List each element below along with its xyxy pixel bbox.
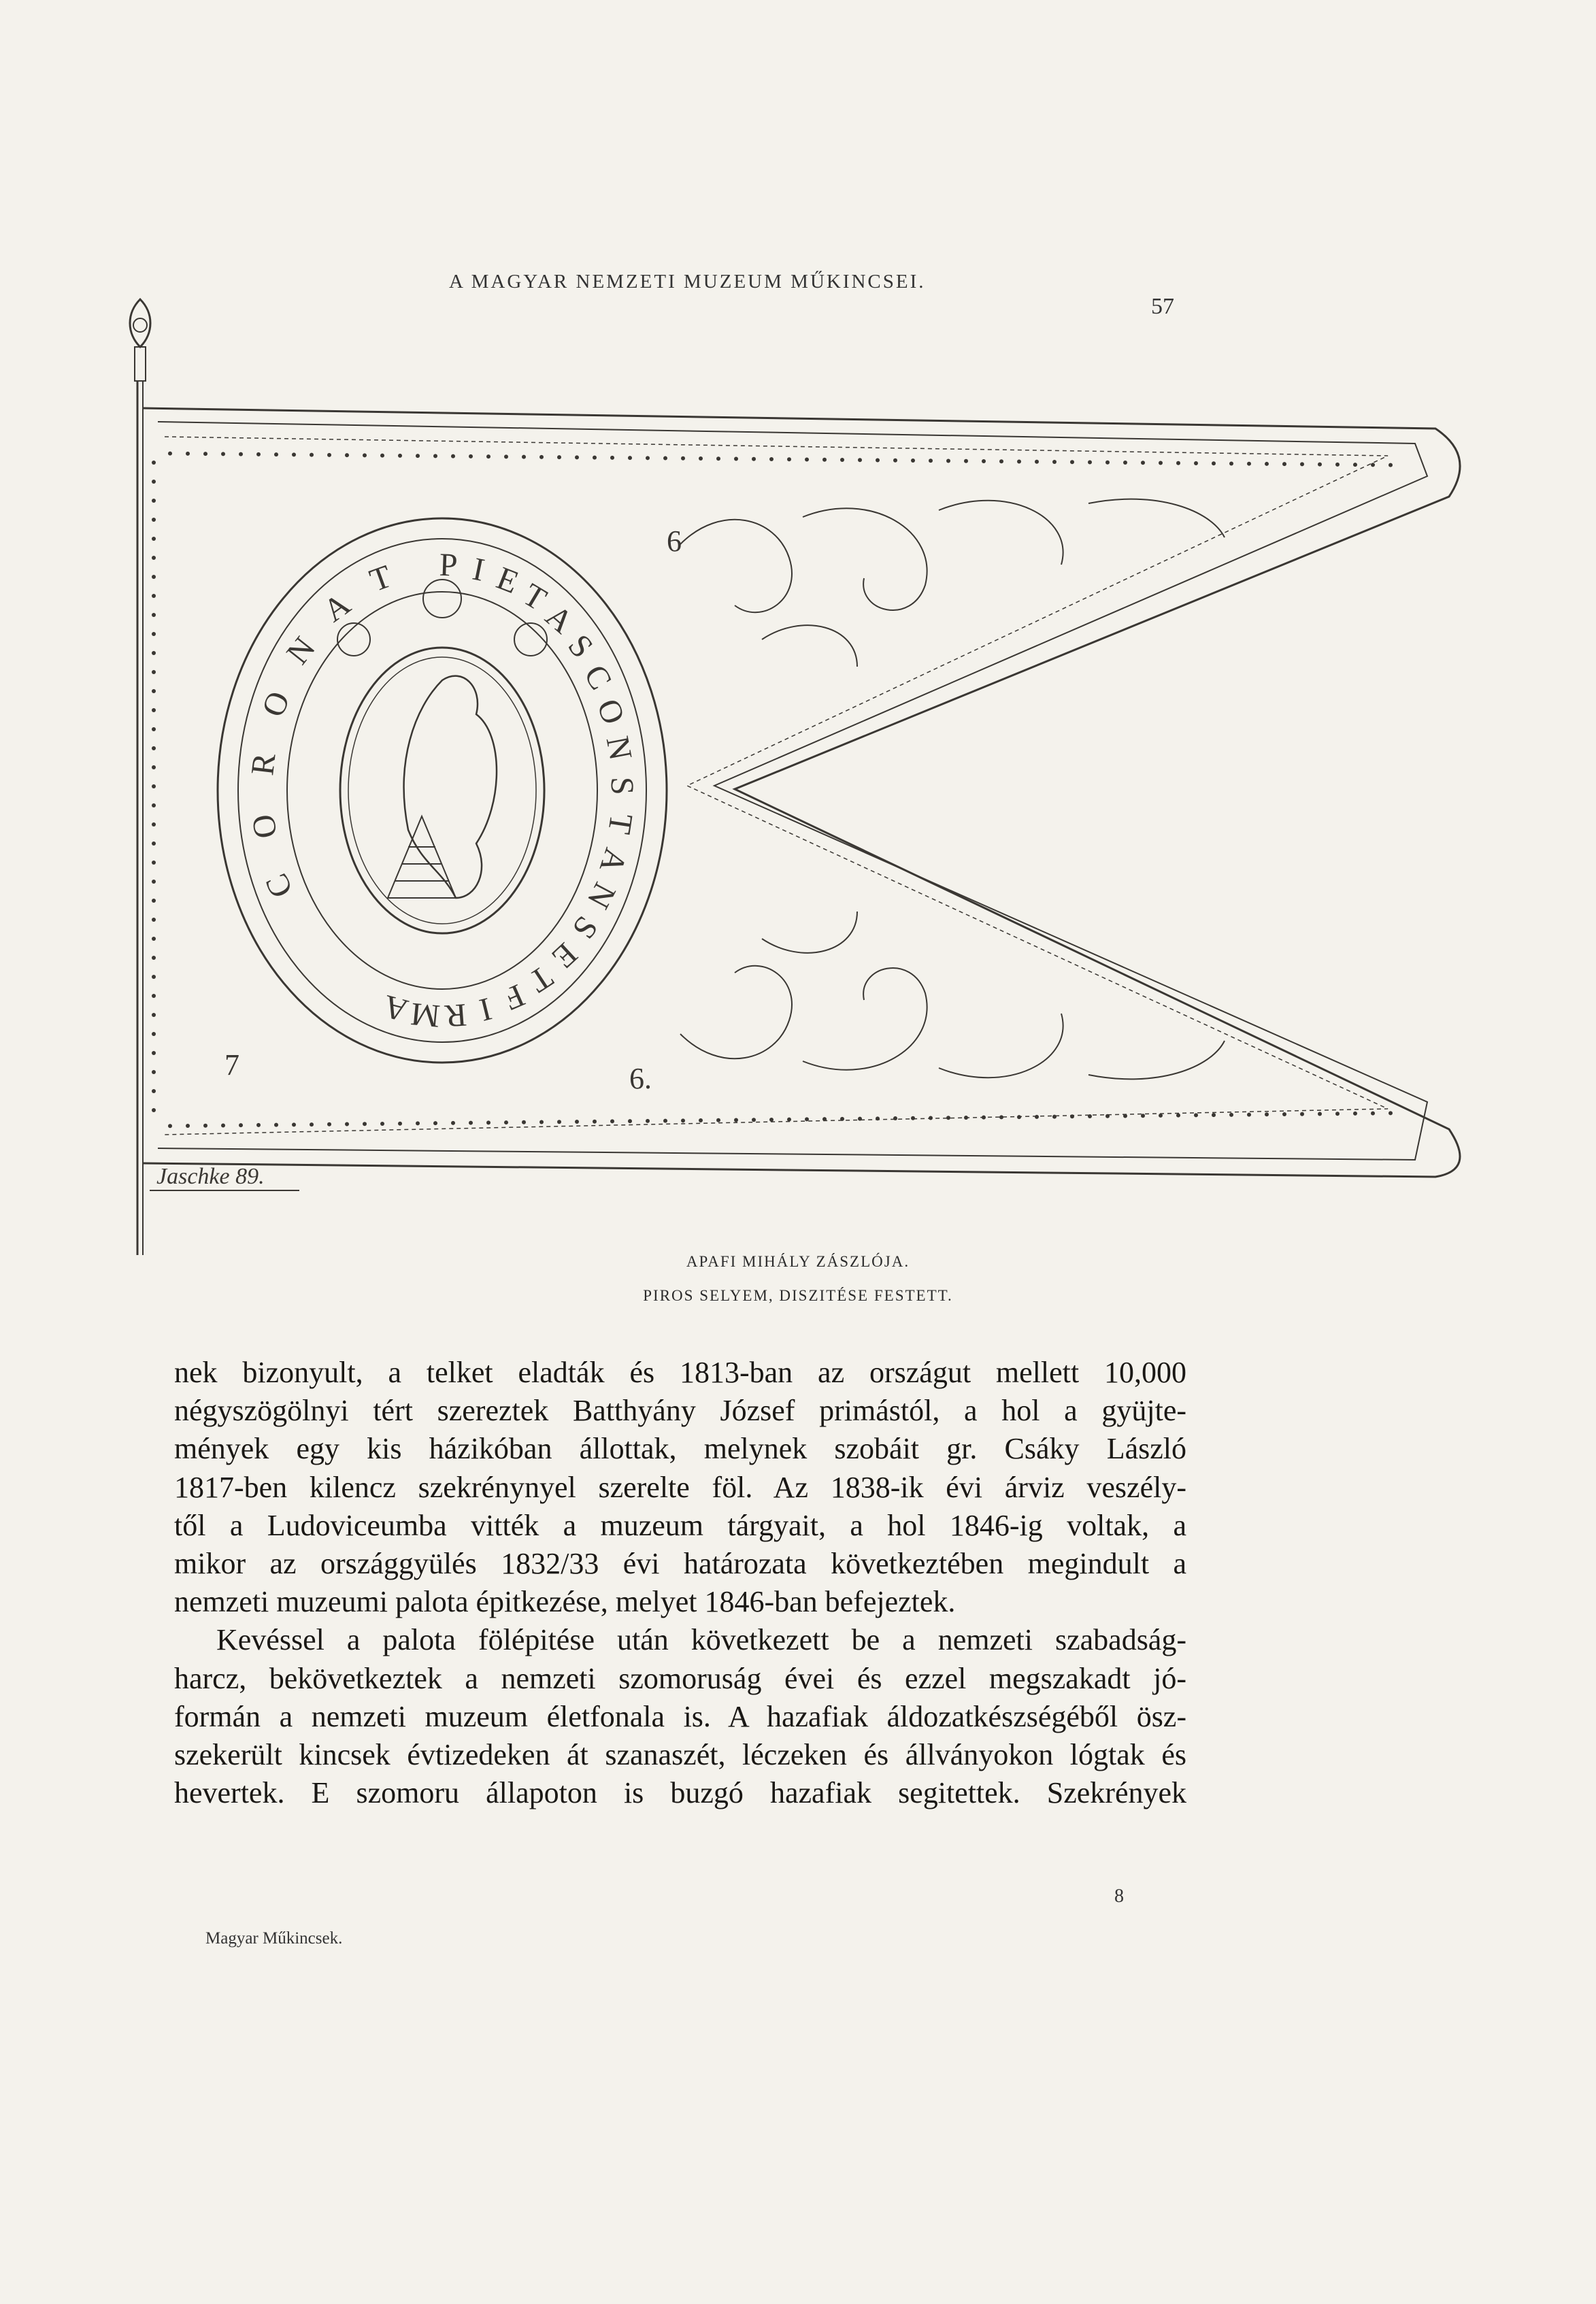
border-ornament [787,1118,791,1122]
border-ornament [893,1116,897,1120]
inscription-right-letter: C [576,658,619,696]
border-ornament [152,1051,156,1055]
inscription-left-letter: O [244,812,284,841]
paragraph-1 [174,1354,1186,1621]
border-ornament [575,1120,579,1124]
border-ornament [787,457,791,461]
border-ornament [152,556,156,560]
border-ornament [152,803,156,807]
border-ornament [1017,459,1021,463]
border-ornament [929,458,933,463]
border-ornament [345,453,349,457]
border-ornament [610,1119,614,1123]
inscription-right-letter: I [469,550,488,588]
text-line: nemzeti muzeumi palota épitkezése, melyet 1846-ban befejeztek. [174,1585,956,1619]
inscription-right-letter: P [438,546,459,584]
border-ornament [663,456,667,461]
border-ornament [221,1123,225,1127]
border-ornament [628,1119,632,1123]
border-ornament [152,499,156,503]
border-ornament [152,518,156,522]
border-ornament [1389,1111,1393,1115]
border-ornament [982,459,986,463]
inscription-right-letter: A [592,844,634,878]
border-ornament [1212,461,1216,465]
border-ornament [1088,460,1092,464]
inscription-right-letter: T [522,958,559,1000]
inscription-right-letter: N [599,733,639,763]
border-ornament [876,1116,880,1120]
border-ornament [152,841,156,846]
border-ornament [716,1118,720,1122]
border-ornament [469,1121,473,1125]
border-ornament [999,1115,1003,1119]
border-ornament [575,455,579,459]
inscription-right-letter: R [443,996,468,1035]
border-ornament [1335,1112,1340,1116]
inscription-left-letter: A [316,586,357,629]
flag-mark-6-top: 6 [667,524,682,558]
border-ornament [152,1032,156,1036]
text-line: nek bizonyult, a telket eladták és 1813-ban az országut mellett 10,000 [174,1356,1186,1389]
border-ornament [539,1120,544,1124]
border-ornament [1318,463,1322,467]
artist-signature: Jaschke 89. [156,1164,265,1189]
inscription-right-letter: S [565,909,605,946]
border-ornament [1335,463,1340,467]
text-line: szekerült kincsek évtizedeken át szanaszét, léczeken és állványokon lógtak és [174,1738,1186,1772]
border-ornament [769,457,774,461]
border-ornament [292,452,296,456]
border-ornament [416,454,420,458]
inscription-right-letter: S [603,776,641,796]
border-ornament [486,454,491,458]
border-ornament [964,459,968,463]
border-ornament [152,727,156,731]
border-ornament [310,1122,314,1126]
border-ornament [522,1120,526,1124]
border-ornament [1353,1112,1357,1116]
border-ornament [1105,1114,1110,1118]
border-ornament [152,1108,156,1112]
border-ornament [734,457,738,461]
border-ornament [469,454,473,458]
border-ornament [1265,462,1269,466]
border-ornament [152,632,156,636]
border-ornament [876,458,880,463]
running-head: A MAGYAR NEMZETI MUZEUM MŰKINCSEI. [449,271,926,293]
border-ornament [1159,461,1163,465]
border-ornament [1176,461,1180,465]
border-ornament [1052,1115,1057,1119]
border-ornament [1389,463,1393,467]
border-ornament [1035,1115,1039,1119]
border-ornament [1176,1114,1180,1118]
border-ornament [1070,460,1074,464]
border-ornament [345,1122,349,1126]
border-ornament [239,1123,243,1127]
border-ornament [239,452,243,456]
border-ornament [716,456,720,461]
border-ornament [1141,1114,1145,1118]
border-ornament [539,455,544,459]
flag-mark-7: 7 [225,1048,239,1082]
figure-caption-subtitle: PIROS SELYEM, DISZITÉSE FESTETT. [643,1287,953,1304]
border-ornament [610,456,614,460]
border-ornament [663,1119,667,1123]
border-ornament [646,1119,650,1123]
border-ornament [152,651,156,655]
border-ornament [1282,1112,1286,1116]
body-text [174,1354,1186,1812]
border-ornament [416,1121,420,1125]
border-ornament [1371,463,1375,467]
border-ornament [593,456,597,460]
border-ornament [840,458,844,462]
border-ornament [681,1118,685,1122]
page-number: 57 [1151,294,1174,319]
border-ornament [1300,1112,1304,1116]
border-ornament [911,458,915,463]
border-ornament [1194,1113,1198,1117]
border-ornament [982,1116,986,1120]
border-ornament [398,454,402,458]
border-ornament [769,1118,774,1122]
border-ornament [1123,461,1127,465]
border-ornament [398,1122,402,1126]
border-ornament [822,1117,827,1121]
signature-number: 8 [1114,1886,1124,1907]
border-ornament [1265,1112,1269,1116]
border-ornament [1300,462,1304,466]
border-ornament [858,1117,862,1121]
border-ornament [752,1118,756,1122]
border-ornament [152,956,156,960]
border-ornament [433,1121,437,1125]
inscription-left-letter: C [258,868,301,903]
border-ornament [152,861,156,865]
border-ornament [1159,1114,1163,1118]
footer-book-title: Magyar Műkincsek. [205,1929,343,1948]
border-ornament [152,765,156,769]
border-ornament [152,994,156,998]
border-ornament [1017,1115,1021,1119]
border-ornament [152,670,156,674]
inscription-left-letter: N [279,630,323,671]
border-ornament [152,1089,156,1093]
border-ornament [221,452,225,456]
inscription-left-letter: T [365,558,397,599]
border-ornament [152,708,156,712]
border-ornament [152,1013,156,1017]
text-line: Kevéssel a palota fölépitése után következett be a nemzeti szabadság- [216,1623,1186,1657]
border-ornament [522,455,526,459]
text-line: mikor az országgyülés 1832/33 évi határozata következtében megindult a [174,1547,1186,1581]
border-ornament [1141,461,1145,465]
border-ornament [911,1116,915,1120]
border-ornament [646,456,650,460]
border-ornament [152,613,156,617]
flag-illustration [122,286,1483,1265]
border-ornament [152,937,156,941]
border-ornament [152,594,156,598]
inscription-right-letter: F [499,977,530,1018]
border-ornament [822,458,827,462]
border-ornament [363,1122,367,1126]
border-ornament [1229,1113,1233,1117]
border-ornament [1282,462,1286,466]
border-ornament [152,784,156,788]
border-ornament [451,1121,455,1125]
border-ornament [1212,1113,1216,1117]
border-ornament [1353,463,1357,467]
border-ornament [152,537,156,541]
border-ornament [1247,1113,1251,1117]
border-ornament [292,1122,296,1126]
inscription-right-letter: O [589,694,632,729]
border-ornament [1035,460,1039,464]
border-ornament [504,1120,508,1124]
border-ornament [1229,461,1233,465]
inscription-right-letter: I [476,990,495,1029]
border-ornament [946,1116,950,1120]
border-ornament [486,1120,491,1124]
border-ornament [152,480,156,484]
border-ornament [327,1122,331,1126]
border-ornament [152,1070,156,1074]
border-ornament [805,458,809,462]
border-ornament [946,459,950,463]
border-ornament [168,1124,172,1128]
border-ornament [203,452,207,456]
border-ornament [451,454,455,458]
border-ornament [1070,1114,1074,1118]
inscription-right-letter: S [561,627,601,665]
border-ornament [1123,1114,1127,1118]
border-ornament [152,880,156,884]
border-ornament [256,1123,261,1127]
border-ornament [999,459,1003,463]
border-ornament [734,1118,738,1122]
border-ornament [593,1120,597,1124]
border-ornament [152,461,156,465]
inscription-left-letter: O [254,686,297,722]
border-ornament [1318,1112,1322,1116]
inscription-right-letter: N [580,876,623,915]
border-ornament [752,457,756,461]
border-ornament [628,456,632,460]
border-ornament [1194,461,1198,465]
border-ornament [504,454,508,458]
border-ornament [380,1122,384,1126]
inscription-right-letter: T [516,576,553,618]
border-ornament [310,453,314,457]
border-ornament [433,454,437,458]
border-ornament [152,575,156,579]
border-ornament [152,746,156,750]
border-ornament [152,822,156,827]
figure-caption-title: APAFI MIHÁLY ZÁSZLÓJA. [686,1253,910,1270]
border-ornament [805,1117,809,1121]
border-ornament [858,458,862,462]
inscription-right-letter: E [545,935,584,976]
text-line: harcz, bekövetkeztek a nemzeti szomoruság évei és ezzel megszakadt jó- [174,1661,1186,1695]
border-ornament [274,452,278,456]
border-ornament [699,456,703,461]
border-ornament [964,1116,968,1120]
inscription-left-letter: R [244,751,283,778]
border-ornament [380,454,384,458]
paragraph-2 [174,1621,1186,1812]
border-ornament [256,452,261,456]
border-ornament [1371,1112,1375,1116]
border-ornament [1247,462,1251,466]
border-ornament [699,1118,703,1122]
border-ornament [186,1124,190,1128]
text-line: mények egy kis házikóban állottak, melynek szobáit gr. Csáky László [174,1432,1186,1466]
border-ornament [152,918,156,922]
flag-mark-6-bottom: 6. [629,1062,652,1095]
inscription-right-letter: E [491,560,524,601]
border-ornament [557,1120,561,1124]
border-ornament [274,1123,278,1127]
text-line: négyszögölnyi tért szereztek Batthyány József primástól, a hol a gyüjte- [174,1394,1186,1428]
border-ornament [152,975,156,979]
text-line: től a Ludoviceumba vitték a muzeum tárgyait, a hol 1846-ig voltak, a [174,1508,1186,1542]
border-ornament [152,899,156,903]
border-ornament [363,453,367,457]
border-ornament [152,689,156,693]
border-ornament [1088,1114,1092,1118]
border-ornament [203,1124,207,1128]
text-line: formán a nemzeti muzeum életfonala is. A hazafiak áldozatkészségéből ösz- [174,1699,1186,1733]
inscription-right-letter: A [538,597,580,641]
text-line: hevertek. E szomoru állapoton is buzgó hazafiak segitettek. Szekrények [174,1776,1186,1810]
inscription-right-letter: A [379,988,412,1029]
border-ornament [1105,461,1110,465]
border-ornament [186,452,190,456]
border-ornament [929,1116,933,1120]
border-ornament [168,452,172,456]
text-line: 1817-ben kilencz szekrénynyel szerelte föl. Az 1838-ik évi árviz veszély- [174,1470,1186,1504]
border-ornament [681,456,685,461]
inscription-right-letter: M [409,995,442,1035]
border-ornament [1052,460,1057,464]
border-ornament [893,458,897,463]
border-ornament [557,455,561,459]
inscription-right-letter: T [601,811,639,837]
border-ornament [840,1117,844,1121]
border-ornament [327,453,331,457]
